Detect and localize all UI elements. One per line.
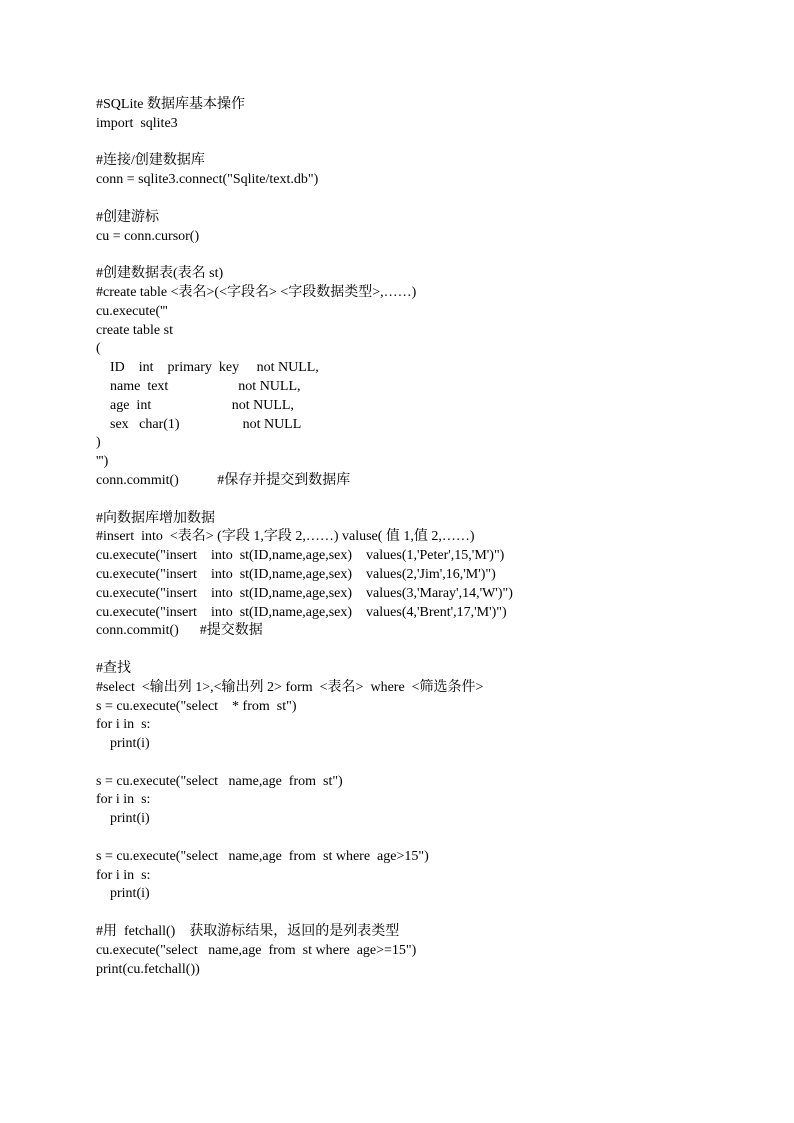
text-line: ''')	[96, 454, 109, 470]
text-line: s = cu.execute("select * from st")	[96, 698, 297, 714]
blank-line	[96, 904, 736, 923]
text-line: for i in s:	[96, 792, 151, 808]
blank-line	[96, 134, 736, 153]
text-line: print(cu.fetchall())	[96, 961, 200, 977]
text-line: )	[96, 435, 101, 451]
text-line: #select <输出列 1>,<输出列 2> form <表名> where <筛选条件>	[96, 679, 484, 695]
blank-line	[96, 190, 736, 209]
text-line: conn = sqlite3.connect("Sqlite/text.db")	[96, 172, 319, 188]
text-line: #查找	[96, 660, 131, 676]
text-line: #创建游标	[96, 209, 159, 225]
text-line: cu.execute("insert into st(ID,name,age,sex) values(3,'Maray',14,'W')")	[96, 585, 513, 601]
text-line: cu.execute("insert into st(ID,name,age,sex) values(2,'Jim',16,'M')")	[96, 566, 496, 582]
text-line: print(i)	[96, 736, 150, 752]
blank-line	[96, 246, 736, 265]
text-line: cu.execute("insert into st(ID,name,age,sex) values(1,'Peter',15,'M')")	[96, 548, 505, 564]
text-line: import sqlite3	[96, 115, 178, 131]
blank-line	[96, 491, 736, 510]
text-line: #SQLite 数据库基本操作	[96, 97, 245, 112]
text-line: conn.commit() #保存并提交到数据库	[96, 472, 351, 488]
text-line: #用 fetchall() 获取游标结果，返回的是列表类型	[96, 924, 400, 940]
text-line: for i in s:	[96, 867, 151, 883]
text-line: #insert into <表名> (字段 1,字段 2,……) valuse( 值 1,值 2,……)	[96, 529, 475, 545]
text-line: (	[96, 341, 101, 357]
text-line: s = cu.execute("select name,age from st where age>15")	[96, 848, 429, 864]
text-line: cu.execute("insert into st(ID,name,age,sex) values(4,'Brent',17,'M')")	[96, 604, 507, 620]
text-line: create table st	[96, 322, 173, 338]
text-line: ID int primary key not NULL,	[96, 360, 319, 376]
text-line: cu.execute('''	[96, 303, 168, 319]
text-line: s = cu.execute("select name,age from st")	[96, 773, 343, 789]
text-line: conn.commit() #提交数据	[96, 623, 263, 639]
text-line: #连接/创建数据库	[96, 153, 205, 169]
blank-line	[96, 829, 736, 848]
blank-line	[96, 641, 736, 660]
text-line: print(i)	[96, 886, 150, 902]
text-line: #创建数据表(表名 st)	[96, 266, 224, 282]
text-line: cu = conn.cursor()	[96, 228, 200, 244]
text-line: cu.execute("select name,age from st where age>=15")	[96, 942, 417, 958]
text-line: #向数据库增加数据	[96, 510, 215, 526]
code-text-body	[96, 96, 736, 979]
blank-line	[96, 754, 736, 773]
text-line: age int not NULL,	[96, 397, 294, 413]
text-line: for i in s:	[96, 717, 151, 733]
text-line: #create table <表名>(<字段名> <字段数据类型>,……)	[96, 284, 417, 300]
text-line: name text not NULL,	[96, 378, 301, 394]
text-line: sex char(1) not NULL	[96, 416, 302, 432]
text-line: print(i)	[96, 811, 150, 827]
